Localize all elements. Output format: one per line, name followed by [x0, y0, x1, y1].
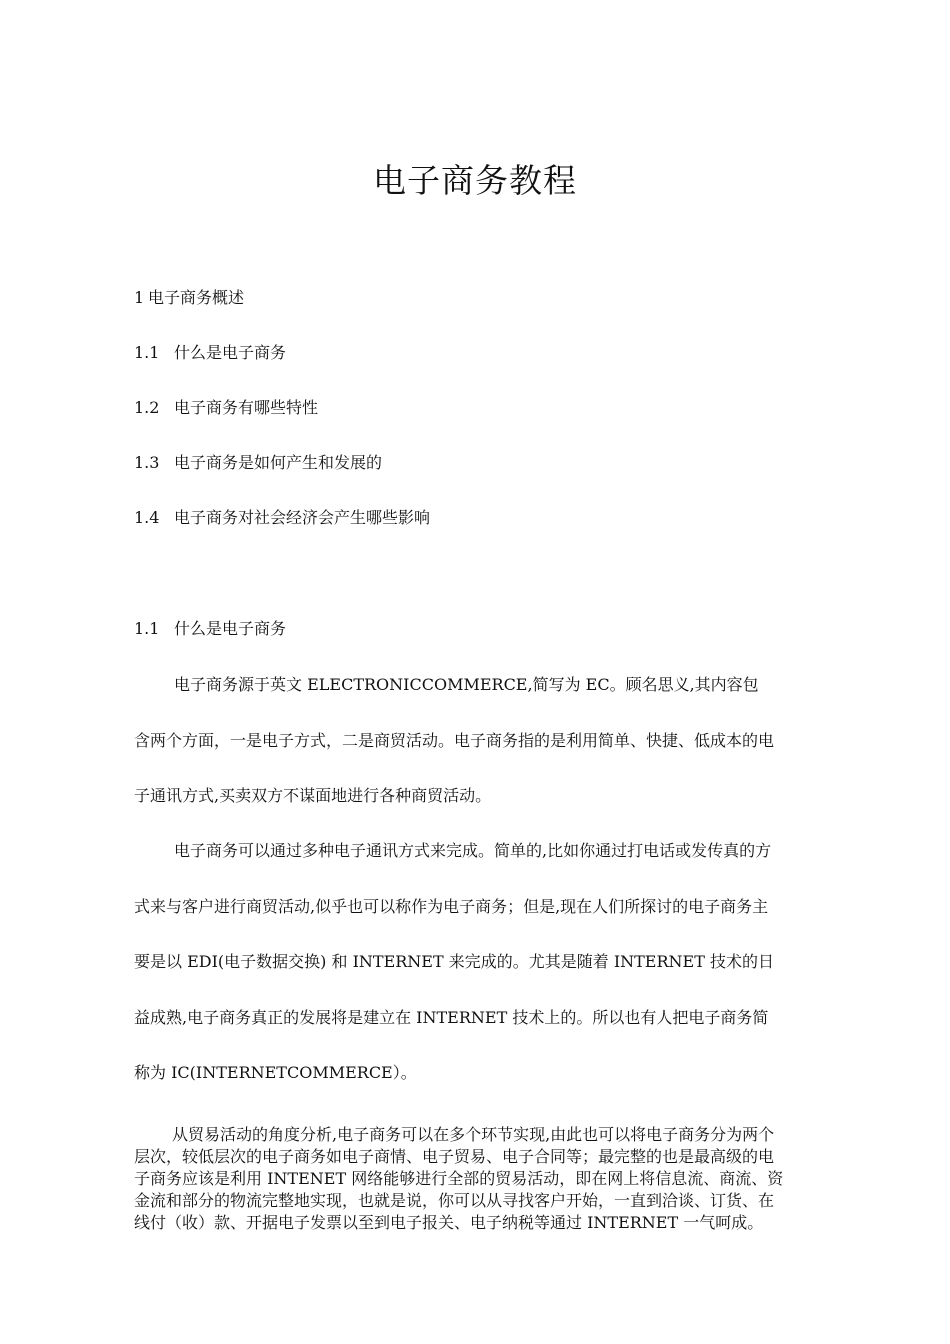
- toc-item: [134, 397, 318, 419]
- document-title: 电子商务教程: [373, 161, 577, 200]
- toc-item-text: 什么是电子商务: [174, 343, 287, 362]
- paragraph-levels: [134, 1124, 824, 1234]
- paragraph-methods: [134, 840, 814, 1118]
- paragraph-definition: [134, 674, 814, 841]
- toc-item-text: 电子商务是如何产生和发展的: [174, 453, 383, 472]
- paragraph-line: 电子商务可以通过多种电子通讯方式来完成。简单的,比如你通过打电话或发传真的方: [174, 841, 772, 860]
- paragraph-line: 从贸易活动的角度分析,电子商务可以在多个环节实现,由此也可以将电子商务分为两个: [172, 1125, 775, 1144]
- toc-item-text: 电子商务对社会经济会产生哪些影响: [174, 508, 431, 527]
- paragraph-line: 益成熟,电子商务真正的发展将是建立在 INTERNET 技术上的。所以也有人把电子商务简: [134, 1007, 769, 1027]
- toc-item-number: 1: [134, 288, 145, 307]
- section-heading: [134, 618, 286, 640]
- paragraph-line: 子通讯方式,买卖双方不谋面地进行各种商贸活动。: [134, 786, 492, 805]
- paragraph-line: 含两个方面，一是电子方式，二是商贸活动。电子商务指的是利用简单、快捷、低成本的电: [134, 730, 775, 750]
- toc-item-number: 1.4: [134, 508, 160, 527]
- toc-item: [134, 507, 430, 529]
- paragraph-line: 线付（收）款、开据电子发票以至到电子报关、电子纳税等通过 INTERNET 一气呵成。: [134, 1213, 764, 1232]
- paragraph-line: 金流和部分的物流完整地实现，也就是说，你可以从寻找客户开始，一直到洽谈、订货、在: [134, 1191, 775, 1210]
- toc-item-number: 1.2: [134, 398, 160, 417]
- section-heading-text: 什么是电子商务: [174, 619, 287, 638]
- toc-item: [134, 287, 244, 309]
- toc-item-number: 1.3: [134, 453, 160, 472]
- paragraph-line: 子商务应该是利用 INTENET 网络能够进行全部的贸易活动，即在网上将信息流、商流、资: [134, 1169, 784, 1188]
- toc-item-text: 电子商务有哪些特性: [174, 398, 319, 417]
- paragraph-line: 式来与客户进行商贸活动,似乎也可以称作为电子商务；但是,现在人们所探讨的电子商务主: [134, 896, 769, 916]
- paragraph-line: 电子商务源于英文 ELECTRONICCOMMERCE,简写为 EC。顾名思义,其内容包: [174, 675, 759, 694]
- toc-item-number: 1.1: [134, 343, 160, 362]
- paragraph-line: 要是以 EDI(电子数据交换) 和 INTERNET 来完成的。尤其是随着 INTERNET 技术的日: [134, 952, 774, 971]
- toc-item: [134, 342, 286, 364]
- toc-item: [134, 452, 382, 474]
- paragraph-line: 层次，较低层次的电子商务如电子商情、电子贸易、电子合同等；最完整的也是最高级的电: [134, 1147, 775, 1166]
- section-heading-number: 1.1: [134, 619, 160, 638]
- toc-item-text: 电子商务概述: [148, 288, 245, 307]
- paragraph-line: 称为 IC(INTERNETCOMMERCE）。: [134, 1063, 417, 1082]
